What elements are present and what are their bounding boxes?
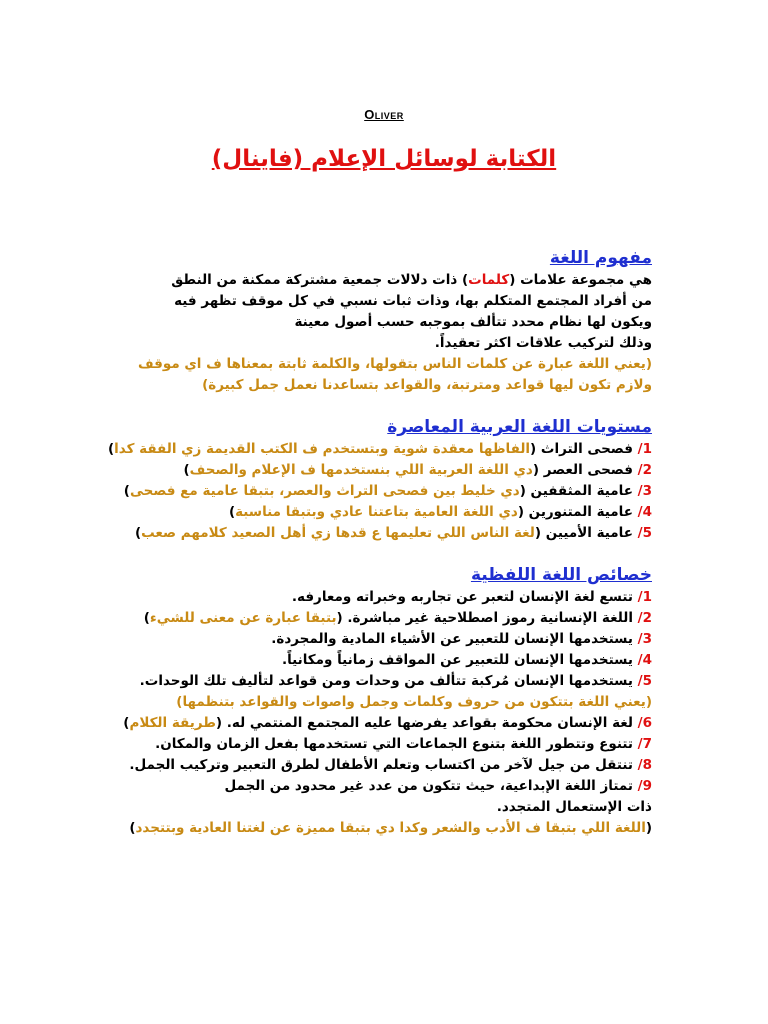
paragraph-line: ويكون لها نظام محدد تتألف بموجبه حسب أصول معينة bbox=[294, 314, 652, 330]
list-item: 1/ فصحى التراث (الفاظها معقدة شوية وبتستخدم ف الكتب القديمة زي الفقة كدا) bbox=[108, 441, 652, 457]
note-line: ولازم تكون ليها قواعد ومترتبة، والقواعد بتساعدنا نعمل جمل كبيرة) bbox=[202, 377, 652, 393]
item-number: 3/ bbox=[637, 483, 652, 499]
item-note: دي اللغة العربية اللي بنستخدمها ف الإعلام والصحف bbox=[189, 462, 533, 478]
paragraph-line: هي مجموعة علامات (كلمات) ذات دلالات جمعية مشتركة ممكنة من النطق bbox=[171, 272, 652, 288]
list-item: 5/ يستخدمها الإنسان مُركبة تتألف من وحدات ومن قواعد لتأليف تلك الوحدات. bbox=[139, 673, 652, 689]
item-note: لغة الناس اللي تعليمها ع قدها زي أهل الصعيد كلامهم صعب bbox=[141, 525, 535, 541]
item-number: 8/ bbox=[637, 757, 652, 773]
highlight-word: كلمات bbox=[468, 272, 510, 288]
item-number: 1/ bbox=[637, 589, 652, 605]
item-number: 4/ bbox=[637, 504, 652, 520]
item-number: 1/ bbox=[637, 441, 652, 457]
item-number: 9/ bbox=[637, 778, 652, 794]
paragraph-line: وذلك لتركيب علاقات اكثر تعقيداً. bbox=[434, 335, 652, 351]
section-heading-language-levels: مستويات اللغة العربية المعاصرة bbox=[387, 417, 652, 437]
list-item: 4/ يستخدمها الإنسان للتعبير عن المواقف زمانياً ومكانياً. bbox=[281, 652, 652, 668]
list-item: 2/ اللغة الإنسانية رموز اصطلاحية غير مباشرة. (بتبقا عبارة عن معنى للشيء) bbox=[143, 610, 652, 626]
list-item: 9/ تمتاز اللغة الإبداعية، حيث تتكون من عدد غير محدود من الجمل bbox=[224, 778, 652, 794]
section-heading-language-concept: مفهوم اللغة bbox=[549, 248, 652, 268]
list-item: 6/ لغة الإنسان محكومة بقواعد يفرضها عليه المجتمع المنتمي له. (طريقة الكلام) bbox=[123, 715, 652, 731]
list-item: 7/ تتنوع وتتطور اللغة بتنوع الجماعات التي تستخدمها بفعل الزمان والمكان. bbox=[155, 736, 652, 752]
author-name: Oliver bbox=[364, 107, 404, 122]
document-title: الكتابة لوسائل الإعلام (فاينال) bbox=[211, 146, 557, 172]
note-line: (يعني اللغة بتتكون من حروف وكلمات وجمل واصوات والقواعد بتنظمها) bbox=[176, 694, 652, 710]
item-note: الفاظها معقدة شوية وبتستخدم ف الكتب القديمة زي الفقة كدا bbox=[114, 441, 531, 457]
item-number: 6/ bbox=[637, 715, 652, 731]
section-heading-verbal-features: خصائص اللغة اللفظية bbox=[470, 565, 652, 585]
paragraph-line: ذات الإستعمال المتجدد. bbox=[496, 799, 652, 815]
item-number: 7/ bbox=[637, 736, 652, 752]
document-body bbox=[108, 246, 652, 839]
list-item: (اللغة اللي بتبقا ف الأدب والشعر وكدا دي بتبقا مميزة عن لغتنا العادية وبتتجدد) bbox=[129, 820, 652, 836]
item-note: بتبقا عبارة عن معنى للشيء bbox=[149, 610, 337, 626]
item-number: 4/ bbox=[637, 652, 652, 668]
list-item: 1/ تتسع لغة الإنسان لتعبر عن تجاربه وخبراته ومعارفه. bbox=[291, 589, 652, 605]
list-item: 5/ عامية الأميين (لغة الناس اللي تعليمها ع قدها زي أهل الصعيد كلامهم صعب) bbox=[134, 525, 652, 541]
paragraph-line: من أفراد المجتمع المتكلم بها، وذات ثبات نسبي في كل موقف تظهر فيه bbox=[174, 293, 652, 309]
item-number: 5/ bbox=[637, 525, 652, 541]
item-number: 5/ bbox=[637, 673, 652, 689]
item-note: اللغة اللي بتبقا ف الأدب والشعر وكدا دي بتبقا مميزة عن لغتنا العادية وبتتجدد bbox=[135, 820, 646, 836]
item-note: دي اللغة العامية بتاعتنا عادي وبتبقا مناسبة bbox=[235, 504, 518, 520]
item-number: 2/ bbox=[637, 610, 652, 626]
item-note: دي خليط بين فصحى التراث والعصر، بتبقا عامية مع فصحى bbox=[129, 483, 520, 499]
item-number: 3/ bbox=[637, 631, 652, 647]
item-number: 2/ bbox=[637, 462, 652, 478]
item-note: طريقة الكلام bbox=[129, 715, 216, 731]
list-item: 4/ عامية المتنورين (دي اللغة العامية بتاعتنا عادي وبتبقا مناسبة) bbox=[228, 504, 652, 520]
list-item: 3/ عامية المثقفين (دي خليط بين فصحى التراث والعصر، بتبقا عامية مع فصحى) bbox=[123, 483, 652, 499]
note-line: (يعني اللغة عبارة عن كلمات الناس بتقولها، والكلمة ثابتة بمعناها ف اي موقف bbox=[137, 356, 652, 372]
list-item: 8/ تنتقل من جيل لآخر من اكتساب وتعلم الأطفال لطرق التعبير وتركيب الجمل. bbox=[129, 757, 652, 773]
list-item: 3/ يستخدمها الإنسان للتعبير عن الأشياء المادية والمجردة. bbox=[271, 631, 652, 647]
list-item: 2/ فصحى العصر (دي اللغة العربية اللي بنستخدمها ف الإعلام والصحف) bbox=[183, 462, 652, 478]
